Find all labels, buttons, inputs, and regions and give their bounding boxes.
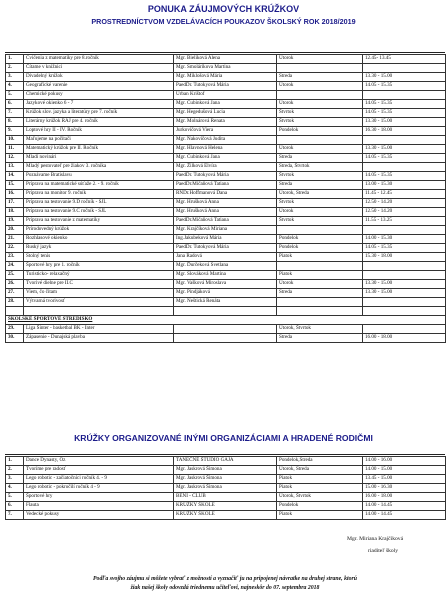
day-cell: Streda <box>277 289 363 298</box>
time-cell: 14.05 - 15.35 <box>363 244 446 253</box>
time-cell: 13.30 - 15.00 <box>363 280 446 289</box>
name-cell: Príprava na matematické súťaže 2. - 9. ročník <box>24 181 174 190</box>
spacer-cell <box>24 307 174 316</box>
name-cell: Stolný tenis <box>24 253 174 262</box>
teacher-cell: PaedDr.Mičaňová Tatiana <box>174 181 277 190</box>
spacer-cell <box>277 307 363 316</box>
num-cell: 7. <box>6 109 24 118</box>
num-cell: 10. <box>6 136 24 145</box>
table-row <box>6 502 446 511</box>
num-cell: 27. <box>6 289 24 298</box>
day-cell: Pondelok <box>277 244 363 253</box>
num-cell: 16. <box>6 190 24 199</box>
time-cell <box>363 262 446 271</box>
table-row <box>6 271 446 280</box>
time-cell <box>363 163 446 172</box>
num-cell: 1. <box>6 55 24 64</box>
table-row <box>6 100 446 109</box>
footer-note-line-1: Podľa svojho záujmu si môžete vybrať z možností a vyznačiť ju na pripojenej návratke na druhej strane, ktorú <box>93 576 357 582</box>
num-cell: 21. <box>6 235 24 244</box>
time-cell: 11.45 - 12.45 <box>363 190 446 199</box>
section2-title: KRÚŽKY ORGANIZOVANÉ INÝMI ORGANIZÁCIAMI A HRADENÉ RODIČMI <box>74 433 373 443</box>
spacer-row <box>6 307 446 316</box>
spacer-cell <box>363 307 446 316</box>
num-cell: 4. <box>6 82 24 91</box>
day-cell: Utorok <box>277 82 363 91</box>
day-cell: Pondelok <box>277 235 363 244</box>
teacher-cell: KRÚŽKY ŠKOLE <box>174 511 277 520</box>
main-activities-table <box>5 54 446 343</box>
name-cell: Výtvarná tvorivosť <box>24 298 174 307</box>
name-cell: Loptové hry II - IV. Ročník <box>24 127 174 136</box>
time-cell <box>363 64 446 73</box>
name-cell: Mladí novinári <box>24 154 174 163</box>
num-cell: 24. <box>6 262 24 271</box>
name-cell: Literárny krúžok RAJ pre 4. ročník <box>24 118 174 127</box>
teacher-cell: Mgr. Vašková Miroslava <box>174 280 277 289</box>
table-row <box>6 235 446 244</box>
day-cell: Utorok, Streda <box>277 190 363 199</box>
time-cell: 16.30 - 18.00 <box>363 127 446 136</box>
table-row <box>6 511 446 520</box>
time-cell: 14.05 - 15.35 <box>363 100 446 109</box>
day-cell: Piatok <box>277 484 363 493</box>
day-cell: Piatok <box>277 511 363 520</box>
name-cell: Flauta <box>24 502 174 511</box>
num-cell: 15. <box>6 181 24 190</box>
name-cell: Lego robotic - pokročilí ročník 4 - 9 <box>24 484 174 493</box>
name-cell: Poznávame Bratislavu <box>24 172 174 181</box>
teacher-cell: PaedDr. Tutokyová Mária <box>174 244 277 253</box>
teacher-cell: PaedDr. Tutokyová Mária <box>174 172 277 181</box>
day-cell: Pondelok <box>277 127 363 136</box>
table-row <box>6 298 446 307</box>
day-cell <box>277 91 363 100</box>
time-cell <box>363 91 446 100</box>
day-cell: Štvrtok <box>277 109 363 118</box>
signature-name: Mgr. Miriana Krajčíková <box>347 536 404 542</box>
teacher-cell: Mgr. Molnárová Renata <box>174 118 277 127</box>
name-cell: Geografické varenie <box>24 82 174 91</box>
table-row <box>6 289 446 298</box>
name-cell: Príprava na testovanie z matematiky <box>24 217 174 226</box>
time-cell <box>363 325 446 334</box>
teacher-cell: Mgr. Nakovičová Judita <box>174 136 277 145</box>
signature-role: riaditeľ školy <box>368 548 399 554</box>
time-cell: 13.30 - 15.00 <box>363 118 446 127</box>
time-cell <box>363 298 446 307</box>
teacher-cell: KRÚŽKY ŠKOLE <box>174 502 277 511</box>
day-cell: Streda <box>277 154 363 163</box>
time-cell: 12.50 - 14.20 <box>363 199 446 208</box>
name-cell: Zápasenie - Dunajská plavba <box>24 334 174 343</box>
table-row <box>6 190 446 199</box>
teacher-cell: Ing.Jakubeková Mária <box>174 235 277 244</box>
time-cell: 12.45- 13.45 <box>363 55 446 64</box>
time-cell: 14.00 - 14.45 <box>363 502 446 511</box>
day-cell: Utorok <box>277 55 363 64</box>
teacher-cell: BENI - CLUB <box>174 493 277 502</box>
time-cell: 14.00 - 14.45 <box>363 511 446 520</box>
name-cell: Turisticko- relaxačný <box>24 271 174 280</box>
name-cell: Príprava na testovanie 9.C ročník - SJL <box>24 208 174 217</box>
num-cell: 4. <box>6 484 24 493</box>
day-cell: Utorok <box>277 100 363 109</box>
teacher-cell: Mgr. Bieliková Alena <box>174 55 277 64</box>
spacer-cell <box>174 307 277 316</box>
time-cell: 15.00 - 16.30 <box>363 484 446 493</box>
table-row <box>6 262 446 271</box>
day-cell: Pondelok <box>277 502 363 511</box>
num-cell: 30. <box>6 334 24 343</box>
time-cell <box>363 136 446 145</box>
day-cell: Štvrtok <box>277 172 363 181</box>
teacher-cell: Mgr. Smolárikova Martina <box>174 64 277 73</box>
table-row <box>6 82 446 91</box>
page-title: PONUKA ZÁUJMOVÝCH KRÚŽKOV <box>147 4 300 14</box>
day-cell: Utorok <box>277 145 363 154</box>
teacher-cell: Mgr. Ďurčeková Svetlana <box>174 262 277 271</box>
time-cell: 13.30 - 15.00 <box>363 289 446 298</box>
teacher-cell: RNDr.Hoffmanová Dana <box>174 190 277 199</box>
teacher-cell: Mgr. Hegedušová Lucia <box>174 109 277 118</box>
teacher-cell: Urban Krištof <box>174 91 277 100</box>
name-cell: Lego robotic - začiatočníci ročník 4. - 9 <box>24 475 174 484</box>
num-cell: 14. <box>6 172 24 181</box>
num-cell: 2. <box>6 64 24 73</box>
num-cell: 7. <box>6 511 24 520</box>
teacher-cell: Mgr. Pindjáková <box>174 289 277 298</box>
name-cell: Príprava na monitor 9. ročník <box>24 190 174 199</box>
table-row <box>6 226 446 235</box>
teacher-cell: Jana Radová <box>174 253 277 262</box>
time-cell: 12.50 - 14.20 <box>363 208 446 217</box>
table2-top-rule <box>5 454 445 455</box>
num-cell: 26. <box>6 280 24 289</box>
teacher-cell: Mgr. Jaskrová Šimona <box>174 475 277 484</box>
time-cell: 16.00 - 18.00 <box>363 334 446 343</box>
name-cell: Športové hry pre 1. ročník <box>24 262 174 271</box>
day-cell: Streda, Štvrtok <box>277 163 363 172</box>
name-cell: Divadelný krúžok <box>24 73 174 82</box>
num-cell: 28. <box>6 298 24 307</box>
table-row <box>6 55 446 64</box>
day-cell: Streda <box>277 181 363 190</box>
day-cell: Utorok, Streda <box>277 466 363 475</box>
num-cell: 6. <box>6 100 24 109</box>
teacher-cell: PaedDr.Mičaňová Tatiana <box>174 217 277 226</box>
table-row <box>6 325 446 334</box>
num-cell: 6. <box>6 502 24 511</box>
name-cell: Chemické pokusy <box>24 91 174 100</box>
table-row <box>6 154 446 163</box>
teacher-cell: Mgr. Jaskrová Šimona <box>174 484 277 493</box>
num-cell: 9. <box>6 127 24 136</box>
name-cell: Rozhlasové okienko <box>24 235 174 244</box>
num-cell: 3. <box>6 73 24 82</box>
teacher-cell: Jurkovičová Viera <box>174 127 277 136</box>
num-cell: 22. <box>6 244 24 253</box>
day-cell: Piatok <box>277 271 363 280</box>
teacher-cell: Mgr. Hlavnová Helena <box>174 145 277 154</box>
table-row <box>6 493 446 502</box>
other-organizations-table <box>5 456 446 520</box>
day-cell: Utorok <box>277 208 363 217</box>
day-cell: Piatok <box>277 475 363 484</box>
day-cell <box>277 298 363 307</box>
name-cell: Ruský jazyk <box>24 244 174 253</box>
name-cell: Krúžok slov. jazyka a literatúry pre 7. ročník <box>24 109 174 118</box>
name-cell: Príprava na testovanie 9.D ročník - SJL <box>24 199 174 208</box>
teacher-cell: Mgr. Hrušková Anna <box>174 199 277 208</box>
teacher-cell: Mgr. Neštická Renáta <box>174 298 277 307</box>
table-row <box>6 91 446 100</box>
table-row <box>6 163 446 172</box>
table-row <box>6 199 446 208</box>
table-row <box>6 118 446 127</box>
teacher-cell: Mgr. Miklošová Mária <box>174 73 277 82</box>
table-row <box>6 136 446 145</box>
time-cell: 16.00 - 18.00 <box>363 493 446 502</box>
teacher-cell: Mgr. Žilková Elvíra <box>174 163 277 172</box>
day-cell: Utorok, Štvrtok <box>277 493 363 502</box>
day-cell: Štvrtok <box>277 118 363 127</box>
num-cell: 1. <box>6 457 24 466</box>
num-cell: 5. <box>6 91 24 100</box>
day-cell <box>277 262 363 271</box>
time-cell <box>363 226 446 235</box>
table-row <box>6 244 446 253</box>
table-row <box>6 475 446 484</box>
table-row <box>6 109 446 118</box>
table-row <box>6 466 446 475</box>
name-cell: Cvičenia z matematiky pre 8.ročník <box>24 55 174 64</box>
time-cell: 13.30 - 15.00 <box>363 145 446 154</box>
table-row <box>6 457 446 466</box>
num-cell: 2. <box>6 466 24 475</box>
table-row <box>6 73 446 82</box>
page-subtitle: PROSTREDNÍCTVOM VZDELÁVACÍCH POUKAZOV ŠKOLSKÝ ROK 2018/2019 <box>91 17 356 26</box>
num-cell: 20. <box>6 226 24 235</box>
time-cell: 13.00 - 15.30 <box>363 181 446 190</box>
day-cell: Utorok <box>277 280 363 289</box>
table-row <box>6 208 446 217</box>
num-cell: 19. <box>6 217 24 226</box>
day-cell: Štvrtok <box>277 217 363 226</box>
day-cell <box>277 136 363 145</box>
num-cell: 18. <box>6 208 24 217</box>
num-cell: 11. <box>6 145 24 154</box>
name-cell: Matematický krúžok pre II. Ročník <box>24 145 174 154</box>
num-cell: 13. <box>6 163 24 172</box>
time-cell: 14.05 - 15.35 <box>363 109 446 118</box>
teacher-cell <box>174 334 277 343</box>
table-row <box>6 172 446 181</box>
num-cell: 23. <box>6 253 24 262</box>
table-row <box>6 253 446 262</box>
table-row <box>6 181 446 190</box>
num-cell: 25. <box>6 271 24 280</box>
name-cell: Čítame v knižnici <box>24 64 174 73</box>
teacher-cell: PaedDr. Tutokyová Mária <box>174 82 277 91</box>
teacher-cell: Mgr. Krajčíková Miriana <box>174 226 277 235</box>
day-cell: Piatok <box>277 253 363 262</box>
num-cell: 17. <box>6 199 24 208</box>
table-row <box>6 217 446 226</box>
table-row <box>6 280 446 289</box>
num-cell: 3. <box>6 475 24 484</box>
time-cell: 13.30 - 15.00 <box>363 73 446 82</box>
time-cell: 14.05 - 15.35 <box>363 82 446 91</box>
time-cell: 14.05 - 15.35 <box>363 172 446 181</box>
time-cell: 13.45 - 15.00 <box>363 475 446 484</box>
teacher-cell: TANEČNÉ ŠTÚDIO GAJA <box>174 457 277 466</box>
day-cell: Pondelok,Streda <box>277 457 363 466</box>
day-cell: Štvrtok <box>277 199 363 208</box>
time-cell: 15.30 - 18.00 <box>363 253 446 262</box>
footer-note-line-2: žiak našej školy odovzdá triednemu učiteľovi, najneskôr do 07. septembra 2018 <box>130 585 320 591</box>
name-cell: Mladý pestovateľ pre žiakov 3. ročníka <box>24 163 174 172</box>
day-cell <box>277 64 363 73</box>
spacer-cell <box>6 307 24 316</box>
table-row <box>6 127 446 136</box>
name-cell: Dance Dynasty, Oz <box>24 457 174 466</box>
teacher-cell: Mgr. Cubinková Jana <box>174 100 277 109</box>
teacher-cell: Mgr. Slováková Martina <box>174 271 277 280</box>
time-cell <box>363 271 446 280</box>
name-cell: Športové hry <box>24 493 174 502</box>
name-cell: Jazykové okienko 6 - 7 <box>24 100 174 109</box>
time-cell: 11.55 - 13.25 <box>363 217 446 226</box>
time-cell: 14.05 - 15.35 <box>363 154 446 163</box>
time-cell: 14.00 - 16.00 <box>363 457 446 466</box>
name-cell: Viem, čo čítam <box>24 289 174 298</box>
day-cell: Utorok, Štvrtok <box>277 325 363 334</box>
table-row <box>6 64 446 73</box>
section-row <box>6 316 446 325</box>
num-cell: 29. <box>6 325 24 334</box>
num-cell: 5. <box>6 493 24 502</box>
table-row <box>6 484 446 493</box>
section-label: ŠKOLSKÉ ŠPORTOVÉ STREDISKO <box>6 316 446 325</box>
name-cell: Liga Šinter - basketbal BK - Inter <box>24 325 174 334</box>
num-cell: 12. <box>6 154 24 163</box>
name-cell: Prírodovedný krúžok <box>24 226 174 235</box>
teacher-cell <box>174 325 277 334</box>
teacher-cell: Mgr. Cubinková Jana <box>174 154 277 163</box>
teacher-cell: Mgr. Jaskrová Šimona <box>174 466 277 475</box>
table-row <box>6 334 446 343</box>
name-cell: Vedecké pokusy <box>24 511 174 520</box>
teacher-cell: Mgr. Hrušková Anna <box>174 208 277 217</box>
day-cell: Streda <box>277 73 363 82</box>
name-cell: Tvorivé dielne pre II.C <box>24 280 174 289</box>
day-cell: Streda <box>277 334 363 343</box>
time-cell: 14.00 - 15.30 <box>363 235 446 244</box>
num-cell: 8. <box>6 118 24 127</box>
name-cell: Tvoríme pre radosť <box>24 466 174 475</box>
name-cell: Maľujeme na počítači <box>24 136 174 145</box>
table-top-rule <box>5 52 445 53</box>
table-row <box>6 145 446 154</box>
day-cell <box>277 226 363 235</box>
time-cell: 14.00 - 15.00 <box>363 466 446 475</box>
